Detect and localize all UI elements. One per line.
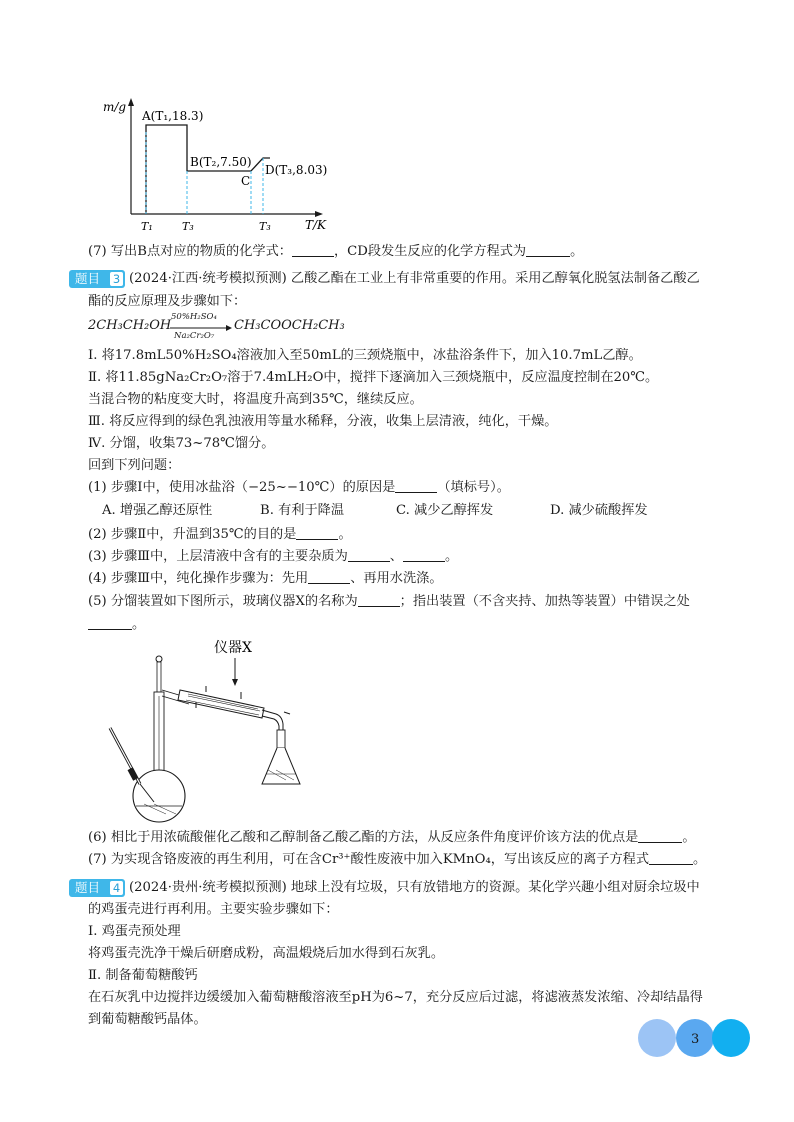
problem-3-intro: (2024·江西·统考模拟预测) 乙酸乙酯在工业上有非常重要的作用。采用乙醇氧化脱氢法制备乙酸乙 — [129, 271, 700, 286]
instrument-x-label: 仪器X — [214, 640, 252, 656]
answer-blank[interactable] — [358, 592, 400, 607]
graph-point-a: A(T₁,18.3) — [142, 109, 204, 123]
answer-blank[interactable] — [649, 850, 693, 865]
answer-blank[interactable] — [526, 242, 570, 257]
graph-tick-1: T₁ — [141, 220, 153, 233]
equation-product: CH₃COOCH₂CH₃ — [234, 318, 345, 333]
problem-3-intro-cont: 酯的反应原理及步骤如下： — [88, 294, 247, 309]
graph-y-axis-label: m/g — [103, 100, 127, 114]
step-3: Ⅲ. 将反应得到的绿色乳浊液用等量水稀释，分液，收集上层清液，纯化，干燥。 — [88, 414, 558, 429]
section-2-text: 在石灰乳中边搅拌边缓缓加入葡萄糖酸溶液至pH为6~7，充分反应后过滤，将滤液蒸发浓缩、冷却结晶得 — [88, 990, 703, 1005]
equation-catalyst: 50%H₂SO₄ — [171, 312, 217, 322]
option-c[interactable]: C. 减少乙醇挥发 — [396, 503, 494, 518]
graph-point-c: C — [241, 174, 251, 188]
answer-blank[interactable] — [292, 242, 334, 257]
step-1: Ⅰ. 将17.8mL50%H₂SO₄溶液加入至50mL的三颈烧瓶中，冰盐浴条件下，加入10.7mL乙醇。 — [88, 348, 642, 363]
problem-4-badge: 题目 4 — [69, 879, 125, 897]
option-a[interactable]: A. 增强乙醇还原性 — [102, 503, 213, 518]
answer-blank[interactable] — [296, 525, 338, 540]
question-2: (2) 步骤Ⅱ中，升温到35℃的目的是 。 — [88, 527, 352, 542]
section-2-text-cont: 到葡萄糖酸钙晶体。 — [88, 1012, 207, 1027]
graph-point-b: B(T₂,7.50) — [190, 155, 252, 169]
step-2: Ⅱ. 将11.85gNa₂Cr₂O₇溶于7.4mLH₂O中，搅拌下逐滴加入三颈烧瓶中，反应温度控制在20℃。 — [88, 370, 659, 385]
section-2-title: Ⅱ. 制备葡萄糖酸钙 — [88, 968, 198, 983]
problem-4-intro-cont: 的鸡蛋壳进行再利用。主要实验步骤如下： — [88, 902, 339, 917]
answer-blank[interactable] — [308, 569, 350, 584]
question-7: (7) 为实现含铬废液的再生利用，可在含Cr³⁺酸性废液中加入KMnO₄，写出该反应的离子方程式 。 — [88, 852, 707, 867]
problem-3-badge: 题目 3 — [69, 270, 125, 288]
page-number: 3 — [691, 1032, 700, 1047]
reaction-equation — [88, 312, 388, 344]
answer-blank[interactable] — [638, 828, 682, 843]
section-1-text: 将鸡蛋壳洗净干燥后研磨成粉，高温煅烧后加水得到石灰乳。 — [88, 946, 445, 961]
question-4: (4) 步骤Ⅲ中，纯化操作步骤为：先用 、再用水洗涤。 — [88, 571, 443, 586]
answer-blank[interactable] — [403, 547, 445, 562]
equation-reactant: 2CH₃CH₂OH — [88, 318, 172, 333]
answer-blank[interactable] — [348, 547, 390, 562]
question-5: (5) 分馏装置如下图所示，玻璃仪器X的名称为 ；指出装置（不含夹持、加热等装置）中错误之处 — [88, 594, 690, 609]
question-5-cont: 。 — [88, 615, 145, 635]
equation-oxidant: Na₂Cr₂O₇ — [174, 331, 215, 341]
prev-question-7: (7) 写出B点对应的物质的化学式： ，CD段发生反应的化学方程式为 。 — [88, 244, 584, 259]
graph-tick-2: T₃ — [182, 220, 194, 233]
graph-tick-3: T₃ — [259, 220, 271, 233]
answer-blank[interactable] — [395, 478, 437, 493]
answer-prompt: 回到下列问题： — [88, 458, 181, 473]
page-number-badge — [635, 1018, 753, 1060]
option-b[interactable]: B. 有利于降温 — [260, 503, 345, 518]
graph-x-axis-label: T/K — [305, 218, 327, 232]
problem-4-intro: (2024·贵州·统考模拟预测) 地球上没有垃圾，只有放错地方的资源。某化学兴趣小组对厨余垃圾中 — [129, 880, 700, 895]
step-2-cont: 当混合物的粘度变大时，将温度升高到35℃，继续反应。 — [88, 392, 423, 407]
question-3: (3) 步骤Ⅲ中，上层清液中含有的主要杂质为 、 。 — [88, 549, 459, 564]
question-6: (6) 相比于用浓硫酸催化乙酸和乙醇制备乙酸乙酯的方法，从反应条件角度评价该方法的优点是 。 — [88, 830, 696, 845]
mass-temperature-graph — [95, 92, 345, 240]
section-1-title: Ⅰ. 鸡蛋壳预处理 — [88, 924, 181, 939]
graph-point-d: D(T₃,8.03) — [265, 163, 328, 177]
answer-blank[interactable] — [88, 615, 132, 630]
distillation-apparatus — [96, 634, 336, 830]
option-d[interactable]: D. 减少硫酸挥发 — [550, 503, 648, 518]
question-1: (1) 步骤Ⅰ中，使用冰盐浴（−25~−10℃）的原因是 （填标号）。 — [88, 480, 510, 495]
step-4: Ⅳ. 分馏，收集73~78℃馏分。 — [88, 436, 275, 451]
